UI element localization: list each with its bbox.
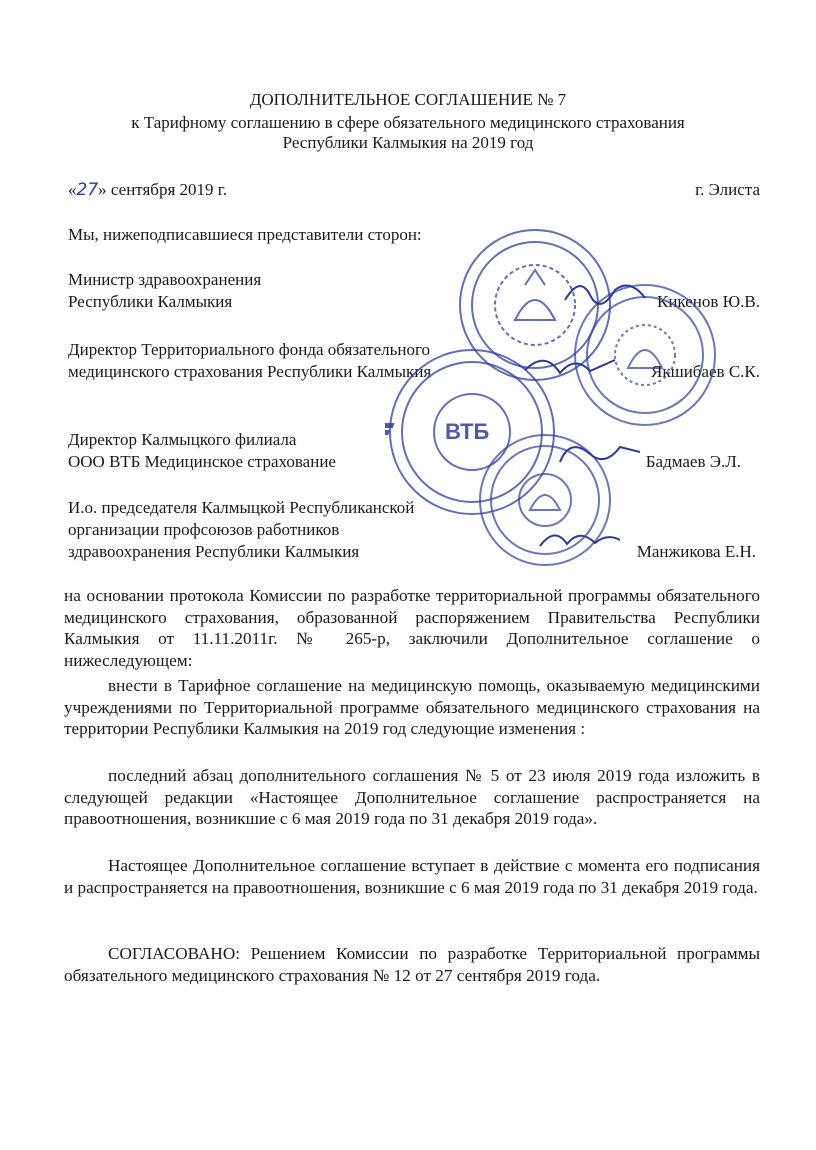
vtb-logo-text: ВТБ [445,419,490,444]
ministry-stamp-icon [455,225,615,385]
union-stamp-icon [475,430,615,570]
body-paragraph-2: внести в Тарифное соглашение на медицинскую помощь, оказываемую медицинскими учреждениями по Территориальной программе обязательного медицинского страхования на территории Республики Калмыкия на 2019 год следующие изменения : [64,676,760,739]
signatory-4-title-line2: организации профсоюзов работников [68,520,340,539]
date-day-handwritten: 27 [76,180,99,200]
signatory-1-name: Кикенов Ю.В. [656,292,760,311]
body-paragraph-1: на основании протокола Комиссии по разработке территориальной программы обязательного медицинского страхования, образованной распоряжением Правительства Республики Калмыкия от 11.11.2011г. № 265-р, заключили Дополнительное соглашение о нижеследующем: [64,586,760,670]
signatory-2-title-line2: медицинского страхования Республики Калмыкия [68,362,432,381]
signatory-1-title-line1: Министр здравоохранения [68,270,262,289]
signatory-3-title-line2: ООО ВТБ Медицинское страхование [68,452,336,471]
document-subtitle-line2: Республики Калмыкия на 2019 год [282,133,534,152]
city-label: г. Элиста [695,180,760,199]
date-rest: » сентября 2019 г. [98,180,228,199]
document-title: ДОПОЛНИТЕЛЬНОЕ СОГЛАШЕНИЕ № 7 [249,90,567,109]
signature-kikenov-icon [560,270,650,310]
date-open-quote: « [68,180,77,199]
signatory-3-name: Бадмаев Э.Л. [645,452,741,471]
signatory-4-title-line1: И.о. председателя Калмыцкой Республиканской [68,498,415,517]
signature-yakshibaev-icon [520,345,620,385]
signature-manzhikova-icon [535,518,625,558]
signatory-4-name: Манжикова Е.Н. [636,542,756,561]
body-paragraph-3: последний абзац дополнительного соглашения № 5 от 23 июля 2019 года изложить в следующей редакции «Настоящее Дополнительное соглашение распространяется на правоотношения, возникшие с 6 мая 2019 года по 31 декабря 2019 года». [64,766,760,829]
body-paragraph-5: СОГЛАСОВАНО: Решением Комиссии по разработке Территориальной программы обязательного медицинского страхования № 12 от 27 сентября 2019 года. [64,944,760,985]
document-subtitle-line1: к Тарифному соглашению в сфере обязательного медицинского страхования [131,113,685,132]
date-line [68,180,227,200]
body-paragraph-4: Настоящее Дополнительное соглашение вступает в действие с момента его подписания и распространяется на правоотношения, возникшие с 6 мая 2019 года по 31 декабря 2019 года. [64,856,760,897]
signatory-2-title-line1: Директор Территориального фонда обязательного [68,340,431,359]
signature-badmaev-icon [555,432,645,472]
signatory-1-title-line2: Республики Калмыкия [68,292,233,311]
signatory-3-title-line1: Директор Калмыцкого филиала [68,430,297,449]
signatory-2-name: Якшибаев С.К. [651,362,760,381]
intro-text: Мы, нижеподписавшиеся представители сторон: [68,225,422,244]
signatory-4-title-line3: здравоохранения Республики Калмыкия [68,542,360,561]
